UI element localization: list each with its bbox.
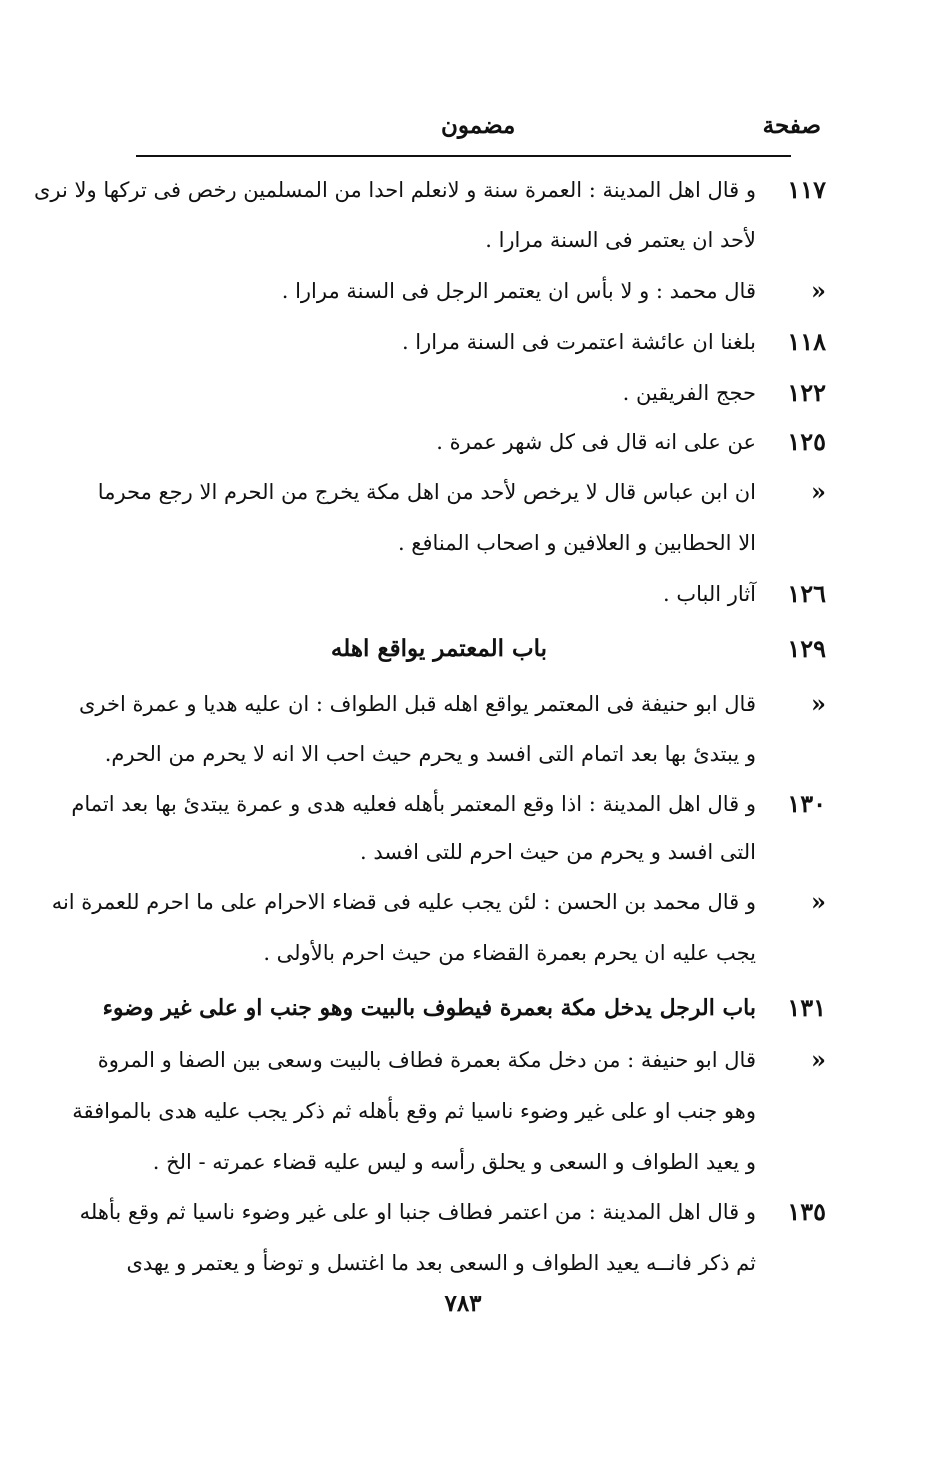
line-text: حجج الفريقين . <box>622 381 756 405</box>
index-line <box>122 266 826 316</box>
index-line <box>79 1187 826 1237</box>
line-page-number: ١٢٢ <box>787 378 826 407</box>
chapter-heading-row <box>122 624 826 674</box>
line-text: يجب عليه ان يحرم بعمرة القضاء من حيث احرم بالأولى . <box>263 941 756 965</box>
ditto-mark: « <box>811 1045 826 1074</box>
index-line <box>122 928 826 978</box>
page-column-header: صفحة <box>762 112 821 139</box>
index-line <box>97 467 826 517</box>
content-column-header: مضمون <box>441 112 516 139</box>
index-line <box>72 1086 826 1136</box>
line-page-number: ١٢٩ <box>787 634 826 663</box>
line-text: قال محمد : و لا بأس ان يعتمر الرجل فى السنة مرارا . <box>281 279 756 303</box>
line-text: قال ابو حنيفة فى المعتمر يواقع اهله قبل الطواف : ان عليه هديا و عمرة اخرى <box>78 692 756 716</box>
page-number: ٧٨٣ <box>444 1290 482 1317</box>
index-line <box>104 729 826 779</box>
line-page-number: ١٣٥ <box>787 1197 826 1226</box>
chapter-heading-row <box>102 983 826 1033</box>
ditto-mark: « <box>811 689 826 718</box>
line-text: التى افسد و يحرم من حيث احرم للتى افسد . <box>360 840 756 864</box>
line-page-number: ١١٧ <box>787 175 826 204</box>
chapter-heading: باب الرجل يدخل مكة بعمرة فيطوف بالبيت وهو جنب او على غير وضوء <box>102 995 756 1021</box>
line-page-number: ١٣١ <box>787 993 826 1022</box>
index-line <box>122 368 826 418</box>
line-text: و يعيد الطواف و السعى و يحلق رأسه و ليس عليه قضاء عمرته - الخ . <box>152 1150 756 1174</box>
chapter-heading: باب المعتمر يواقع اهله <box>330 635 548 662</box>
index-line <box>78 679 826 729</box>
line-text: آثار الباب . <box>663 582 756 606</box>
line-text: وهو جنب او على غير وضوء ناسيا ثم وقع بأهله ثم ذكر يجب عليه هدى بالموافقة <box>72 1099 756 1123</box>
line-text: و يبتدئ بها بعد اتمام التى افسد و يحرم حيث احب الا انه لا يحرم من الحرم. <box>104 742 756 766</box>
index-line <box>34 165 826 215</box>
line-text: و قال اهل المدينة : العمرة سنة و لانعلم احدا من المسلمين رخص فى تركها ولا نرى <box>34 178 756 202</box>
index-line <box>71 779 826 829</box>
line-page-number: ١٣٠ <box>787 789 826 818</box>
index-line <box>122 317 826 367</box>
index-line <box>122 215 826 265</box>
line-page-number: ١٢٥ <box>787 427 826 456</box>
line-text: بلغنا ان عائشة اعتمرت فى السنة مرارا . <box>401 330 756 354</box>
line-text: ان ابن عباس قال لا يرخص لأحد من اهل مكة يخرج من الحرم الا رجع محرما <box>97 480 756 504</box>
index-line <box>51 877 826 927</box>
line-text: لأحد ان يعتمر فى السنة مرارا . <box>485 228 756 252</box>
index-line <box>122 518 826 568</box>
line-text: عن على انه قال فى كل شهر عمرة . <box>436 430 756 454</box>
ditto-mark: « <box>811 887 826 916</box>
line-text: و قال اهل المدينة : من اعتمر فطاف جنبا او على غير وضوء ناسيا ثم وقع بأهله <box>79 1200 756 1224</box>
line-text: و قال محمد بن الحسن : لئن يجب عليه فى قضاء الاحرام على ما احرم للعمرة انه <box>51 890 756 914</box>
index-line <box>122 1238 826 1288</box>
header-rule <box>136 155 791 157</box>
line-text: الا الحطابين و العلافين و اصحاب المنافع . <box>397 531 756 555</box>
line-page-number: ١١٨ <box>787 327 826 356</box>
line-page-number: ١٢٦ <box>787 579 826 608</box>
line-text: قال ابو حنيفة : من دخل مكة بعمرة فطاف بالبيت وسعى بين الصفا و المروة <box>97 1048 756 1072</box>
index-line <box>122 417 826 467</box>
ditto-mark: « <box>811 477 826 506</box>
index-line <box>122 569 826 619</box>
index-line <box>122 827 826 877</box>
line-text: و قال اهل المدينة : اذا وقع المعتمر بأهله فعليه هدى و عمرة يبتدئ بها بعد اتمام <box>71 792 756 816</box>
index-line <box>97 1035 826 1085</box>
index-line <box>122 1137 826 1187</box>
ditto-mark: « <box>811 276 826 305</box>
line-text: ثم ذكر فانــه يعيد الطواف و السعى بعد ما اغتسل و توضأ و يعتمر و يهدى <box>126 1251 756 1275</box>
